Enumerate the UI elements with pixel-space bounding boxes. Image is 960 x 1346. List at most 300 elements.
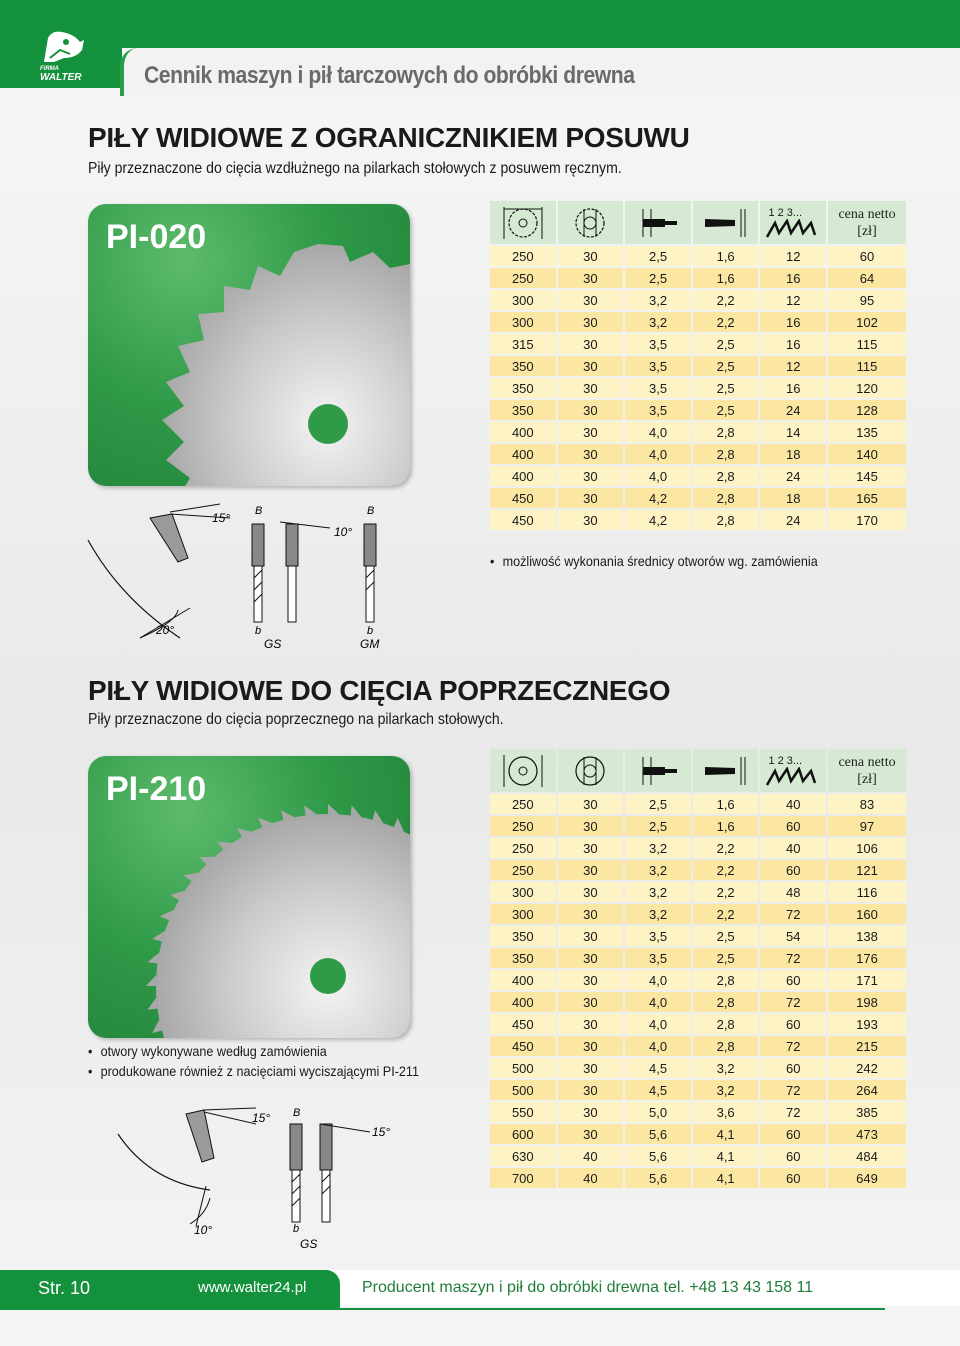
table-cell: 40	[558, 1168, 624, 1188]
table-cell: 630	[490, 1146, 556, 1166]
table-cell: 2,5	[625, 794, 691, 814]
col-blade-thickness	[693, 201, 759, 244]
table-cell: 115	[828, 356, 906, 376]
table-cell: 18	[760, 488, 826, 508]
table-cell: 30	[558, 992, 624, 1012]
notes-pi210	[88, 1041, 456, 1081]
table-cell: 4,1	[693, 1124, 759, 1144]
table-cell: 2,5	[693, 948, 759, 968]
table-cell: 2,8	[693, 970, 759, 990]
table-cell: 2,5	[693, 334, 759, 354]
table-cell: 3,5	[625, 926, 691, 946]
website-link[interactable]: www.walter24.pl	[198, 1279, 307, 1296]
table-cell: 72	[760, 904, 826, 924]
table-cell: 3,5	[625, 378, 691, 398]
col-price	[828, 749, 906, 792]
table-row	[490, 926, 906, 946]
table-cell: 350	[490, 400, 556, 420]
table-cell: 72	[760, 1036, 826, 1056]
table-cell: 24	[760, 510, 826, 530]
table-cell: 400	[490, 992, 556, 1012]
table-row	[490, 378, 906, 398]
table-cell: 3,2	[625, 312, 691, 332]
col-tooth-width	[625, 749, 691, 792]
table-cell: 128	[828, 400, 906, 420]
table-cell: 16	[760, 378, 826, 398]
table-cell: 40	[760, 838, 826, 858]
table-cell: 60	[760, 1058, 826, 1078]
table-cell: 250	[490, 838, 556, 858]
table-cell: 30	[558, 246, 624, 266]
table-row	[490, 970, 906, 990]
table-cell: 500	[490, 1058, 556, 1078]
table-cell: 5,6	[625, 1168, 691, 1188]
price-header-label: cena netto	[838, 754, 896, 770]
table-cell: 600	[490, 1124, 556, 1144]
table-row	[490, 1058, 906, 1078]
table-cell: 250	[490, 816, 556, 836]
table-cell: 30	[558, 860, 624, 880]
table-cell: 2,8	[693, 444, 759, 464]
page-number-tab	[0, 1270, 190, 1310]
logo-firma: FIRMA	[40, 66, 59, 72]
table-cell: 2,8	[693, 1036, 759, 1056]
table-cell: 2,2	[693, 290, 759, 310]
table-cell: 72	[760, 1102, 826, 1122]
table-cell: 54	[760, 926, 826, 946]
table-cell: 3,2	[625, 904, 691, 924]
table-cell: 350	[490, 378, 556, 398]
table-cell: 24	[760, 400, 826, 420]
table-cell: 60	[760, 970, 826, 990]
table-cell: 140	[828, 444, 906, 464]
table-cell: 4,0	[625, 992, 691, 1012]
blade-thickness-icon	[701, 205, 751, 241]
table-cell: 18	[760, 444, 826, 464]
table-cell: 30	[558, 904, 624, 924]
table-row	[490, 904, 906, 924]
table-header-row	[490, 749, 906, 792]
table-cell: 4,5	[625, 1058, 691, 1078]
table-cell: 2,5	[693, 400, 759, 420]
table-cell: 30	[558, 1124, 624, 1144]
table-cell: 4,0	[625, 1036, 691, 1056]
table-cell: 3,2	[625, 882, 691, 902]
url-tab	[190, 1270, 340, 1310]
table-cell: 2,8	[693, 422, 759, 442]
table-cell: 4,0	[625, 1014, 691, 1034]
angle-15-label: 15°	[212, 511, 231, 525]
table-cell: 95	[828, 290, 906, 310]
table-row	[490, 1102, 906, 1122]
page-header	[0, 0, 960, 100]
blade-tooth	[146, 975, 156, 986]
table-cell: 160	[828, 904, 906, 924]
table-cell: 60	[760, 1124, 826, 1144]
table-cell: 30	[558, 378, 624, 398]
table-cell: 2,5	[693, 378, 759, 398]
price-table-pi020	[488, 199, 908, 532]
gs-label: GS	[264, 637, 282, 651]
table-cell: 2,5	[625, 246, 691, 266]
table-cell: 16	[760, 312, 826, 332]
table-row	[490, 246, 906, 266]
angle-15-label-2: 15°	[372, 1125, 391, 1139]
table-cell: 250	[490, 794, 556, 814]
gs-label: GS	[300, 1237, 318, 1251]
note-item: • produkowane również z nacięciami wyciszającymi PI-211	[88, 1061, 419, 1081]
price-table-body	[490, 794, 906, 1188]
table-cell: 60	[760, 816, 826, 836]
table-cell: 120	[828, 378, 906, 398]
width-small-b-label-1: b	[255, 625, 262, 637]
table-cell: 2,8	[693, 466, 759, 486]
col-bore	[558, 749, 624, 792]
angle-20-label: 20°	[156, 623, 175, 637]
table-row	[490, 422, 906, 442]
table-cell: 250	[490, 246, 556, 266]
table-cell: 138	[828, 926, 906, 946]
product-code: PI-210	[106, 770, 207, 808]
saw-bore-icon	[565, 753, 615, 789]
table-cell: 102	[828, 312, 906, 332]
table-row	[490, 860, 906, 880]
table-cell: 2,2	[693, 312, 759, 332]
table-cell: 24	[760, 466, 826, 486]
table-cell: 400	[490, 970, 556, 990]
table-cell: 72	[760, 1080, 826, 1100]
table-row	[490, 510, 906, 530]
tooth-thickness-icon	[633, 205, 683, 241]
col-tooth-width	[625, 201, 691, 244]
product-image-pi210	[88, 756, 410, 1038]
table-cell: 1,6	[693, 246, 759, 266]
col-diameter	[490, 201, 556, 244]
blade-tooth	[304, 806, 317, 816]
table-cell: 30	[558, 268, 624, 288]
table-cell: 473	[828, 1124, 906, 1144]
table-cell: 72	[760, 992, 826, 1012]
width-b-label: B	[293, 1107, 301, 1119]
teeth-count-icon	[765, 219, 821, 239]
table-cell: 30	[558, 794, 624, 814]
table-row	[490, 1036, 906, 1056]
blade-tooth	[148, 952, 160, 963]
table-row	[490, 1080, 906, 1100]
tooth-thickness-icon	[633, 753, 683, 789]
table-cell: 60	[760, 1168, 826, 1188]
table-cell: 500	[490, 1080, 556, 1100]
table-cell: 16	[760, 268, 826, 288]
table-cell: 40	[760, 794, 826, 814]
logo-walter: WALTER	[40, 72, 82, 83]
table-cell: 2,2	[693, 860, 759, 880]
table-cell: 3,5	[625, 948, 691, 968]
table-row	[490, 290, 906, 310]
table-cell: 4,2	[625, 488, 691, 508]
blade-tooth	[350, 806, 361, 818]
table-cell: 450	[490, 1014, 556, 1034]
footer-line	[340, 1308, 885, 1310]
table-cell: 2,8	[693, 992, 759, 1012]
table-cell: 14	[760, 422, 826, 442]
table-cell: 12	[760, 290, 826, 310]
table-cell: 115	[828, 334, 906, 354]
gm-label: GM	[360, 637, 380, 651]
table-cell: 30	[558, 422, 624, 442]
table-cell: 135	[828, 422, 906, 442]
table-cell: 116	[828, 882, 906, 902]
table-cell: 4,0	[625, 970, 691, 990]
table-cell: 5,6	[625, 1124, 691, 1144]
table-cell: 30	[558, 1036, 624, 1056]
col-teeth	[760, 201, 826, 244]
table-cell: 30	[558, 882, 624, 902]
table-row	[490, 838, 906, 858]
table-cell: 4,0	[625, 444, 691, 464]
price-header-unit: [zł]	[857, 771, 877, 787]
width-b-label-1: B	[255, 505, 263, 517]
col-teeth	[760, 749, 826, 792]
price-header-label: cena netto	[838, 206, 896, 222]
col-price	[828, 201, 906, 244]
table-cell: 4,0	[625, 466, 691, 486]
table-cell: 3,5	[625, 334, 691, 354]
angle-15-label: 15°	[252, 1111, 271, 1125]
table-cell: 215	[828, 1036, 906, 1056]
table-cell: 700	[490, 1168, 556, 1188]
table-cell: 145	[828, 466, 906, 486]
table-cell: 30	[558, 334, 624, 354]
section1-title: PIŁY WIDIOWE Z OGRANICZNIKIEM POSUWU	[88, 122, 690, 153]
table-cell: 30	[558, 970, 624, 990]
table-cell: 83	[828, 794, 906, 814]
table-cell: 300	[490, 904, 556, 924]
table-row	[490, 948, 906, 968]
note-item: • otwory wykonywane według zamówienia	[88, 1041, 419, 1061]
product-code: PI-020	[106, 218, 207, 256]
blade-tooth	[328, 804, 339, 814]
width-small-b-label: b	[293, 1223, 300, 1235]
table-cell: 97	[828, 816, 906, 836]
table-row	[490, 992, 906, 1012]
section1-subtitle: Piły przeznaczone do cięcia wzdłużnego na pilarkach stołowych z posuwem ręcznym.	[88, 160, 622, 177]
table-cell: 3,5	[625, 400, 691, 420]
price-table-body	[490, 246, 906, 530]
table-cell: 250	[490, 860, 556, 880]
saw-blade-image	[128, 796, 410, 1038]
logo	[0, 0, 122, 86]
table-cell: 1,6	[693, 816, 759, 836]
page-title: Cennik maszyn i pił tarczowych do obróbki drewna	[144, 62, 635, 89]
table-cell: 315	[490, 334, 556, 354]
table-cell: 3,5	[625, 356, 691, 376]
table-cell: 30	[558, 356, 624, 376]
logo-text	[40, 66, 81, 83]
table-cell: 30	[558, 1080, 624, 1100]
table-cell: 60	[828, 246, 906, 266]
table-cell: 165	[828, 488, 906, 508]
price-header-unit: [zł]	[857, 223, 877, 239]
section2-title: PIŁY WIDIOWE DO CIĘCIA POPRZECZNEGO	[88, 675, 671, 706]
table-cell: 72	[760, 948, 826, 968]
footer-tagline: Producent maszyn i pił do obróbki drewna tel. +48 13 43 158 11	[362, 1279, 814, 1296]
table-cell: 2,5	[625, 816, 691, 836]
table-row	[490, 1014, 906, 1034]
blade-thickness-icon	[701, 753, 751, 789]
col-diameter	[490, 749, 556, 792]
tooth-geometry-diagram-pi020	[80, 498, 420, 658]
table-cell: 30	[558, 838, 624, 858]
table-cell: 30	[558, 1102, 624, 1122]
table-cell: 176	[828, 948, 906, 968]
table-cell: 40	[558, 1146, 624, 1166]
table-cell: 30	[558, 400, 624, 420]
table-cell: 2,5	[625, 268, 691, 288]
table-cell: 350	[490, 948, 556, 968]
angle-10-label: 10°	[194, 1223, 213, 1237]
table-cell: 350	[490, 356, 556, 376]
table-cell: 60	[760, 1014, 826, 1034]
table-cell: 170	[828, 510, 906, 530]
teeth-count-icon	[765, 767, 821, 787]
table-cell: 12	[760, 246, 826, 266]
table-cell: 1,6	[693, 794, 759, 814]
table-cell: 121	[828, 860, 906, 880]
width-small-b-label-2: b	[367, 625, 374, 637]
table-cell: 5,6	[625, 1146, 691, 1166]
table-cell: 300	[490, 882, 556, 902]
table-cell: 649	[828, 1168, 906, 1188]
table-cell: 300	[490, 312, 556, 332]
page-number: Str. 10	[38, 1278, 91, 1298]
table-cell: 171	[828, 970, 906, 990]
table-cell: 400	[490, 422, 556, 442]
table-cell: 400	[490, 466, 556, 486]
saw-blade-icon	[498, 205, 548, 241]
saw-blade-icon	[498, 753, 548, 789]
table-cell: 4,5	[625, 1080, 691, 1100]
note-item: • możliwość wykonania średnicy otworów wg. zamówienia	[490, 551, 818, 571]
teeth-count-label: 1 2 3...	[768, 754, 803, 767]
table-row	[490, 334, 906, 354]
table-header-row	[490, 201, 906, 244]
table-cell: 12	[760, 356, 826, 376]
page-footer	[0, 1270, 960, 1314]
table-cell: 30	[558, 1014, 624, 1034]
table-cell: 198	[828, 992, 906, 1012]
table-cell: 450	[490, 1036, 556, 1056]
table-cell: 4,1	[693, 1146, 759, 1166]
table-cell: 30	[558, 510, 624, 530]
blade-tooth	[148, 997, 158, 1010]
table-cell: 30	[558, 816, 624, 836]
table-cell: 4,2	[625, 510, 691, 530]
table-cell: 3,2	[625, 290, 691, 310]
table-cell: 3,2	[693, 1058, 759, 1078]
table-row	[490, 466, 906, 486]
table-cell: 193	[828, 1014, 906, 1034]
table-cell: 3,6	[693, 1102, 759, 1122]
table-cell: 264	[828, 1080, 906, 1100]
table-cell: 4,0	[625, 422, 691, 442]
table-row	[490, 794, 906, 814]
table-cell: 242	[828, 1058, 906, 1078]
section2-subtitle: Piły przeznaczone do cięcia poprzecznego na pilarkach stołowych.	[88, 711, 504, 728]
table-cell: 400	[490, 444, 556, 464]
product-image-pi020	[88, 204, 410, 486]
angle-10-label: 10°	[334, 525, 353, 539]
table-cell: 385	[828, 1102, 906, 1122]
table-row	[490, 268, 906, 288]
table-row	[490, 444, 906, 464]
table-row	[490, 882, 906, 902]
table-cell: 2,8	[693, 488, 759, 508]
table-row	[490, 1168, 906, 1188]
header-bar	[0, 0, 960, 48]
table-cell: 550	[490, 1102, 556, 1122]
table-cell: 106	[828, 838, 906, 858]
table-cell: 2,8	[693, 510, 759, 530]
table-cell: 16	[760, 334, 826, 354]
saw-blade-image	[128, 234, 410, 486]
table-cell: 2,8	[693, 1014, 759, 1034]
table-cell: 1,6	[693, 268, 759, 288]
table-cell: 250	[490, 268, 556, 288]
table-row	[490, 1146, 906, 1166]
table-cell: 2,2	[693, 838, 759, 858]
saw-bore-icon	[565, 205, 615, 241]
table-row	[490, 1124, 906, 1144]
table-cell: 30	[558, 948, 624, 968]
teeth-count-label: 1 2 3...	[768, 206, 803, 219]
table-cell: 300	[490, 290, 556, 310]
col-bore	[558, 201, 624, 244]
table-row	[490, 816, 906, 836]
table-cell: 5,0	[625, 1102, 691, 1122]
title-bar	[120, 48, 960, 96]
col-blade-thickness	[693, 749, 759, 792]
table-cell: 48	[760, 882, 826, 902]
logo-icon	[40, 28, 88, 66]
table-cell: 450	[490, 488, 556, 508]
table-cell: 60	[760, 860, 826, 880]
table-cell: 30	[558, 488, 624, 508]
table-cell: 30	[558, 312, 624, 332]
tooth-geometry-diagram-pi210	[110, 1102, 410, 1254]
table-cell: 350	[490, 926, 556, 946]
table-cell: 30	[558, 466, 624, 486]
table-row	[490, 400, 906, 420]
price-table-pi210	[488, 747, 908, 1190]
table-cell: 30	[558, 444, 624, 464]
table-cell: 64	[828, 268, 906, 288]
table-cell: 3,2	[693, 1080, 759, 1100]
table-cell: 4,1	[693, 1168, 759, 1188]
table-cell: 2,2	[693, 882, 759, 902]
table-cell: 3,2	[625, 860, 691, 880]
table-cell: 484	[828, 1146, 906, 1166]
table-cell: 2,5	[693, 356, 759, 376]
table-row	[490, 312, 906, 332]
table-cell: 60	[760, 1146, 826, 1166]
table-cell: 3,2	[625, 838, 691, 858]
table-cell: 2,5	[693, 926, 759, 946]
table-cell: 30	[558, 926, 624, 946]
table-row	[490, 356, 906, 376]
table-cell: 30	[558, 1058, 624, 1078]
table-row	[490, 488, 906, 508]
